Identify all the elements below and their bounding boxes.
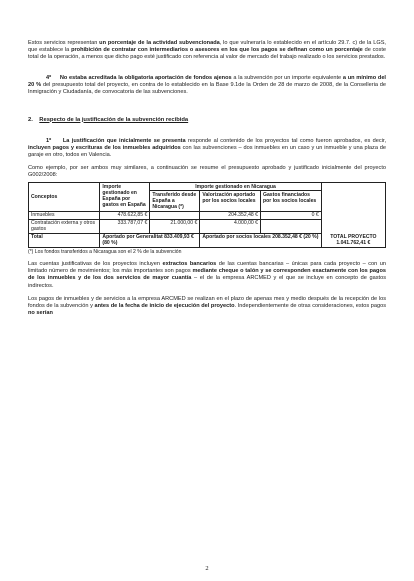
- header-transfer: Transferido desde España a Nicaragua (*): [150, 191, 200, 211]
- header-nicaragua: Importe gestionado en Nicaragua: [150, 183, 321, 191]
- cell-gastos: 0 €: [261, 211, 322, 219]
- cell-gastos: [261, 219, 322, 233]
- header-gastos: Gastos financiados por los socios locales: [261, 191, 322, 211]
- table-row-total: [29, 233, 386, 247]
- header-spain: Importe gestionado en España por gastos en España: [100, 183, 150, 211]
- paragraph-payments-timing: Los pagos de inmuebles y de servicios a la empresa ARCMED se realizan en el plazo de apenas mes y medio después de la recepción de los fondos de la subvención y antes de la fecha de inicio de ejecución del proyecto. Independientemente de otras consideraciones, estos pagos no serían: [28, 295, 386, 316]
- row-label-total: Total: [29, 233, 100, 247]
- section-heading-justification: 2. Respecto de la justificación de la subvención recibida: [28, 116, 189, 123]
- paragraph-bank-statements: Las cuentas justificativas de los proyectos incluyen extractos bancarios de las cuentas bancarias – únicas para cada proyecto – con un limitado número de movimientos; los más importantes son pagos mediante cheque o talón y se corresponden exactamente con los pagos de los inmuebles y de los dos servicios de mayor cuantía – el de la empresa ARCMED y el que se incluye en concepto de gastos indirectos.: [28, 261, 386, 289]
- cell-valorizacion: 204.352,48 €: [200, 211, 261, 219]
- paragraph-first-justification: 1º La justificación que inicialmente se presenta responde al contenido de los proyectos tal como fueron aprobados, es decir, incluyen pagos y escrituras de los inmuebles adquiridos con las subvenciones – dos inmuebles en un caso y un inmueble y una plaza de garaje en otro, todos en Valencia.: [28, 137, 386, 158]
- header-valorizacion: Valorización aportado por los socios locales: [200, 191, 261, 211]
- paragraph-services-percentage: Estos servicios representan un porcentaje de la actividad subvencionada, lo que vulneraría lo establecido en el artículo 29.7. c) de la LGS, que establece la prohibición de contratar con intermediarios o asesores en los que los pagos se definan como un porcentaje de coste total de la operación, a menos que dicho pago esté justificado con referencia al valor de mercado del trabajo realizado o los servicios prestados.: [28, 40, 386, 61]
- budget-table: [28, 182, 386, 248]
- cell-project-total: TOTAL PROYECTO 1.041.762,41 €: [321, 233, 385, 247]
- cell-transfer: [150, 211, 200, 219]
- cell-transfer: 21.000,00 €: [150, 219, 200, 233]
- row-label: Contratación externa y otros gastos: [29, 219, 100, 233]
- header-concepts: Conceptos: [29, 183, 100, 211]
- cell-socios-total: Aportado por socios locales 208.352,48 € (20 %): [200, 233, 321, 247]
- cell-spain: 333.787,07 €: [100, 219, 150, 233]
- table-footnote: (*) Los fondos transferidos a Nicaragua son el 2 % de la subvención: [28, 248, 182, 255]
- page-number: 2: [205, 565, 209, 572]
- total-spacer: [321, 183, 385, 234]
- row-label: Inmuebles: [29, 211, 100, 219]
- cell-valorizacion: 4.000,00 €: [200, 219, 261, 233]
- paragraph-example-intro: Como ejemplo, por ser ambos muy similares, a continuación se resume el presupuesto aprobado y justificado inicialmente del proyecto G002/2008:: [28, 164, 386, 179]
- cell-generalitat-total: Aportado por Generalitat 833.409,93 € (80 %): [100, 233, 200, 247]
- paragraph-fourth-point: 4º No estaba acreditada la obligatoria aportación de fondos ajenos a la subvención por un importe equivalente a un mínimo del 20 % del presupuesto total del proyecto, en contra de lo establecido en la Base 9.1de la Orden de 28 de marzo de 2008, de la Conselleria de Inmigración y Ciudadanía, de convocatoria de las subvenciones.: [28, 75, 387, 96]
- cell-spain: 478.622,85 €: [100, 211, 150, 219]
